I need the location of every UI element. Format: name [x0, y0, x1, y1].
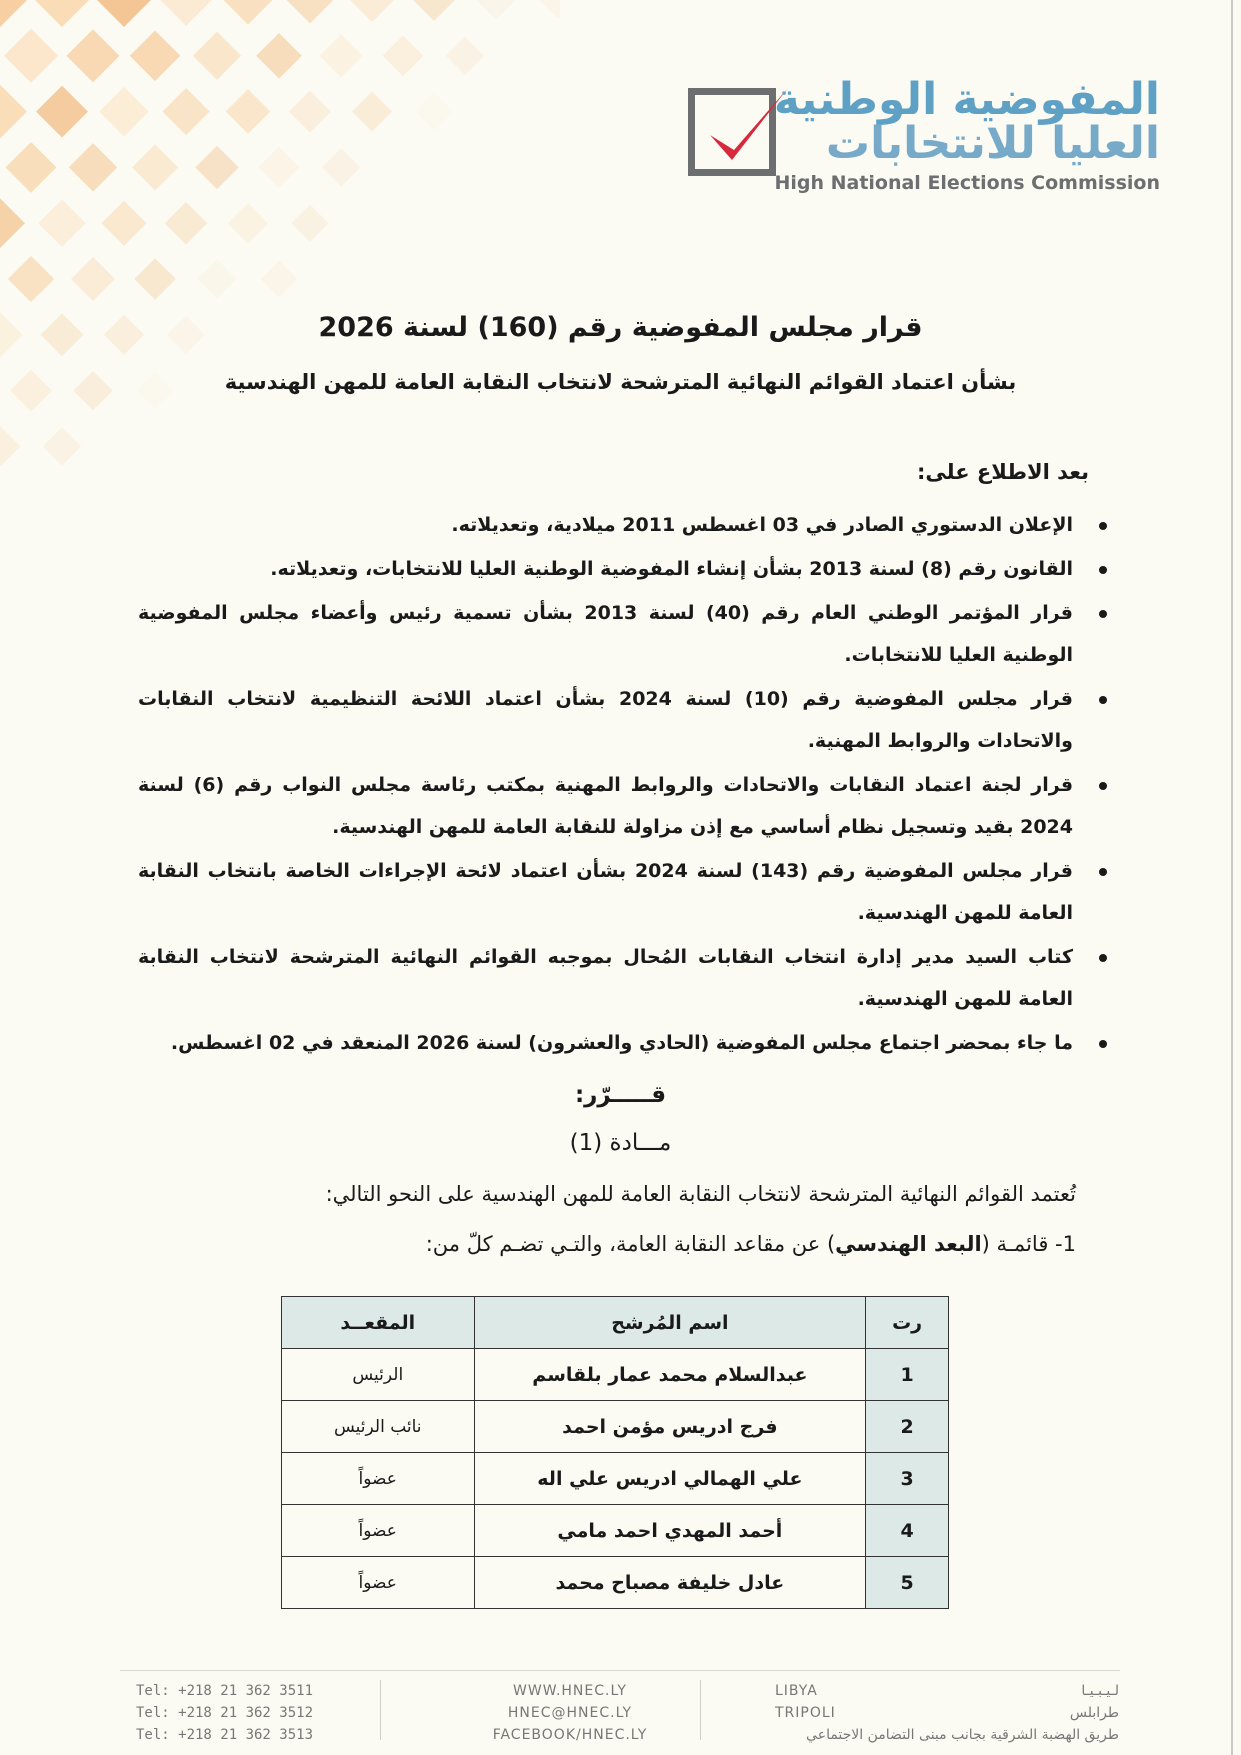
decorative-diamond	[35, 0, 89, 27]
logo-arabic-line1: المفوضية الوطنية	[773, 74, 1160, 125]
footer-web	[420, 1680, 720, 1746]
clause-text: قرار مجلس المفوضية رقم (143) لسنة 2024 بشأن اعتماد لائحة الإجراءات الخاصة بانتخاب النقابة العامة للمهن الهندسية.	[138, 860, 1073, 924]
decorative-diamond	[97, 0, 151, 27]
decorative-diamond	[160, 0, 212, 26]
cell-num: 2	[866, 1401, 949, 1453]
table-row	[282, 1557, 949, 1609]
table-header-row	[282, 1297, 949, 1349]
decorative-diamond	[223, 0, 272, 25]
decorative-diamond	[291, 204, 329, 242]
cell-name: فرج ادريس مؤمن احمد	[474, 1401, 866, 1453]
decorative-diamond	[69, 143, 117, 191]
decorative-diamond-pattern	[0, 0, 560, 480]
table-row	[282, 1453, 949, 1505]
decorative-diamond	[6, 142, 57, 193]
header-name: اسم المُرشح	[474, 1297, 866, 1349]
clause-item	[138, 592, 1109, 676]
bullet-icon	[1099, 696, 1107, 704]
list-item-prefix: 1- قائمـة (	[981, 1232, 1076, 1256]
decorative-diamond	[36, 86, 88, 138]
decorative-diamond	[99, 87, 148, 136]
decorative-diamond	[8, 256, 54, 302]
bullet-icon	[1099, 522, 1107, 530]
decorative-diamond	[0, 426, 20, 467]
table-row	[282, 1401, 949, 1453]
decorative-diamond	[352, 92, 392, 132]
cell-seat: الرئيس	[282, 1349, 475, 1401]
clause-item	[138, 850, 1109, 934]
clause-text: ما جاء بمحضر اجتماع مجلس المفوضية (الحادي والعشرون) لسنة 2026 المنعقد في 02 اغسطس.	[170, 1032, 1073, 1054]
decorative-diamond	[226, 89, 271, 134]
logo-arabic-line2: العليا للانتخابات	[825, 118, 1160, 169]
hnec-logo	[680, 74, 1160, 200]
decorative-diamond	[228, 203, 268, 243]
footer-email-link[interactable]: HNEC@HNEC.LY	[507, 1705, 633, 1721]
decorative-diamond	[287, 0, 334, 23]
bullet-icon	[1099, 566, 1107, 574]
decorative-diamond	[446, 37, 484, 75]
footer-separator	[380, 1680, 381, 1740]
decorative-diamond	[193, 32, 241, 80]
page-footer	[0, 1660, 1241, 1750]
decorative-diamond	[67, 29, 120, 82]
decorative-diamond	[350, 0, 394, 22]
clause-text: قرار لجنة اعتماد النقابات والاتحادات والروابط المهنية بمكتب رئاسة مجلس النواب رقم (6) لسنة 2024 بقيد وتسجيل نظام أساسي مع إذن مزاولة للنقابة العامة للمهن الهندسية.	[138, 774, 1074, 838]
bullet-icon	[1099, 954, 1107, 962]
clause-item	[138, 504, 1109, 546]
clause-text: كتاب السيد مدير إدارة انتخاب النقابات المُحال بموجبه القوائم النهائية المترشحة لانتخاب النقابة العامة للمهن الهندسية.	[138, 946, 1073, 1010]
cell-seat: نائب الرئيس	[282, 1401, 475, 1453]
footer-phone: Tel: +218 21 362 3513	[136, 1727, 314, 1743]
cell-name: عادل خليفة مصباح محمد	[474, 1557, 866, 1609]
cell-seat: عضواً	[282, 1557, 475, 1609]
clause-item	[138, 764, 1109, 848]
header-num: رت	[866, 1297, 949, 1349]
clause-item	[138, 1022, 1109, 1064]
decided-heading: قـــــرّر:	[574, 1082, 667, 1108]
preamble-intro: بعد الاطلاع على:	[917, 460, 1089, 484]
clause-text: الإعلان الدستوري الصادر في 03 اغسطس 2011 ميلادية، وتعديلاته.	[451, 514, 1073, 536]
footer-location-ar	[806, 1680, 1119, 1746]
cell-num: 4	[866, 1505, 949, 1557]
clause-text: قرار المؤتمر الوطني العام رقم (40) لسنة 2013 بشأن تسمية رئيس وأعضاء مجلس المفوضية الوطنية العليا للانتخابات.	[138, 602, 1073, 666]
decorative-diamond	[415, 93, 452, 130]
decorative-diamond	[261, 261, 298, 298]
decorative-diamond	[102, 201, 147, 246]
cell-seat: عضواً	[282, 1505, 475, 1557]
decorative-diamond	[197, 259, 236, 298]
decorative-diamond	[0, 85, 27, 139]
cell-seat: عضواً	[282, 1453, 475, 1505]
cell-num: 1	[866, 1349, 949, 1401]
preamble-clause-list	[138, 504, 1109, 1066]
decorative-diamond	[476, 0, 515, 20]
decorative-diamond	[383, 35, 424, 76]
decision-title: قرار مجلس المفوضية رقم (160) لسنة 2026	[318, 312, 923, 343]
clause-item	[138, 678, 1109, 762]
decision-subtitle: بشأن اعتماد القوائم النهائية المترشحة لانتخاب النقابة العامة للمهن الهندسية	[224, 370, 1017, 394]
cell-name: أحمد المهدي احمد مامي	[474, 1505, 866, 1557]
footer-separator	[700, 1680, 701, 1740]
decorative-diamond	[322, 148, 361, 187]
page-edge-line	[1231, 0, 1233, 1755]
decorative-diamond	[195, 146, 239, 190]
list-name: البعد الهندسي	[835, 1232, 982, 1256]
footer-city: TRIPOLI	[775, 1705, 836, 1721]
clause-item	[138, 936, 1109, 1020]
candidates-table	[281, 1296, 949, 1609]
bullet-icon	[1099, 610, 1107, 618]
bullet-icon	[1099, 868, 1107, 876]
footer-phone: Tel: +218 21 362 3512	[136, 1705, 314, 1721]
footer-phones	[136, 1680, 313, 1746]
footer-phone: Tel: +218 21 362 3511	[136, 1683, 314, 1699]
decorative-diamond	[130, 31, 181, 82]
cell-name: علي الهمالي ادريس علي اله	[474, 1453, 866, 1505]
decorative-diamond	[4, 29, 58, 83]
article-body: تُعتمد القوائم النهائية المترشحة لانتخاب النقابة العامة للمهن الهندسية على النحو التالي:	[325, 1182, 1076, 1206]
bullet-icon	[1099, 782, 1107, 790]
table-row	[282, 1505, 949, 1557]
decorative-diamond	[413, 0, 455, 21]
footer-country-ar: لـيـبـيـا	[1081, 1683, 1119, 1699]
clause-text: قرار مجلس المفوضية رقم (10) لسنة 2024 بشأن اعتماد اللائحة التنظيمية لانتخاب النقابات والاتحادات والروابط المهنية.	[138, 688, 1073, 752]
decorative-diamond	[132, 144, 178, 190]
footer-city-ar: طرابلس	[1069, 1705, 1119, 1721]
header-seat: المقعــد	[282, 1297, 475, 1349]
cell-name: عبدالسلام محمد عمار بلقاسم	[474, 1349, 866, 1401]
logo-english-name: High National Elections Commission	[774, 172, 1160, 194]
footer-address-ar: طريق الهضبة الشرقية بجانب مبنى التضامن الاجتماعي	[806, 1727, 1119, 1743]
decorative-diamond	[38, 200, 85, 247]
article-heading: مـــادة (1)	[569, 1130, 672, 1156]
footer-country: LIBYA	[775, 1683, 818, 1699]
clause-item	[138, 548, 1109, 590]
footer-rule	[120, 1670, 1120, 1671]
decorative-diamond	[71, 257, 115, 301]
decorative-diamond	[289, 90, 331, 132]
decorative-diamond	[134, 258, 176, 300]
decorative-diamond	[0, 0, 27, 27]
decorative-diamond	[43, 427, 81, 465]
decorative-diamond	[165, 202, 208, 245]
cell-num: 3	[866, 1453, 949, 1505]
list-item-suffix: ) عن مقاعد النقابة العامة، والتـي تضـم كلّ من:	[425, 1232, 836, 1256]
decorative-diamond	[0, 198, 25, 248]
list-item-1	[426, 1232, 1076, 1256]
decorative-diamond	[256, 33, 302, 79]
table-row	[282, 1349, 949, 1401]
bullet-icon	[1099, 1040, 1107, 1048]
clause-text: القانون رقم (8) لسنة 2013 بشأن إنشاء المفوضية الوطنية العليا للانتخابات، وتعديلاته.	[270, 558, 1073, 580]
decorative-diamond	[539, 0, 560, 19]
footer-website-link[interactable]: WWW.HNEC.LY	[513, 1683, 627, 1699]
decorative-diamond	[258, 147, 299, 188]
footer-facebook-link[interactable]: FACEBOOK/HNEC.LY	[492, 1727, 648, 1743]
cell-num: 5	[866, 1557, 949, 1609]
decorative-diamond	[319, 34, 362, 77]
decorative-diamond	[162, 88, 209, 135]
